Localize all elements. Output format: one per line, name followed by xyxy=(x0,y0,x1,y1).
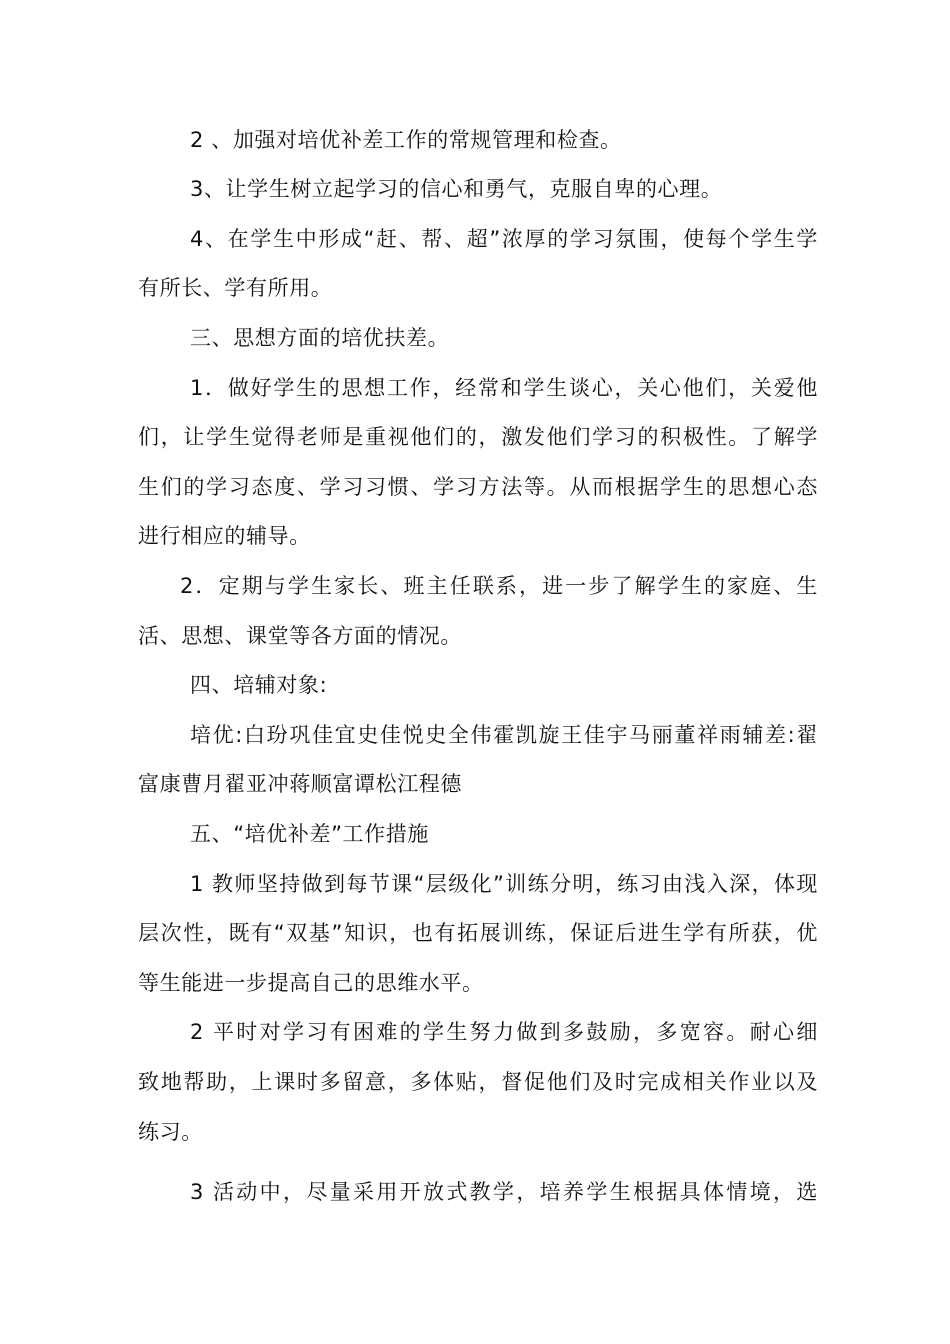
section-heading: 三、思想方面的培优扶差。 xyxy=(190,326,450,350)
paragraph-line: 进行相应的辅导。 xyxy=(138,524,311,548)
paragraph-line: 层次性，既有“双基”知识，也有拓展训练，保证后进生学有所获，优 xyxy=(138,921,818,945)
paragraph-line: 致地帮助，上课时多留意，多体贴，督促他们及时完成相关作业以及 xyxy=(138,1070,818,1094)
paragraph-line: 富康曹月翟亚冲蒋顺富谭松江程德 xyxy=(138,772,462,796)
paragraph-line: 有所长、学有所用。 xyxy=(138,276,333,300)
paragraph-line: 1．做好学生的思想工作，经常和学生谈心，关心他们，关爱他 xyxy=(190,376,818,400)
section-heading: 五、“培优补差”工作措施 xyxy=(190,822,429,846)
paragraph-line: 1 教师坚持做到每节课“层级化”训练分明，练习由浅入深，体现 xyxy=(190,872,818,896)
paragraph-line: 4、在学生中形成“赶、帮、超”浓厚的学习氛围，使每个学生学 xyxy=(190,227,818,251)
paragraph-line: 2 平时对学习有困难的学生努力做到多鼓励，多宽容。耐心细 xyxy=(190,1020,818,1044)
section-heading: 四、培辅对象: xyxy=(190,673,328,697)
paragraph-line: 活、思想、课堂等各方面的情况。 xyxy=(138,624,462,648)
paragraph-line: 3、让学生树立起学习的信心和勇气，克服自卑的心理。 xyxy=(190,177,723,201)
paragraph-line: 培优:白玢巩佳宜史佳悦史全伟霍凯旋王佳宇马丽董祥雨辅差:翟 xyxy=(190,723,818,747)
paragraph-line: 们，让学生觉得老师是重视他们的，激发他们学习的积极性。了解学 xyxy=(138,425,818,449)
paragraph-line: 2 、加强对培优补差工作的常规管理和检查。 xyxy=(190,128,622,152)
paragraph-line: 2．定期与学生家长、班主任联系，进一步了解学生的家庭、生 xyxy=(180,574,818,598)
paragraph-line: 练习。 xyxy=(138,1120,203,1144)
paragraph-line: 生们的学习态度、学习习惯、学习方法等。从而根据学生的思想心态 xyxy=(138,475,818,499)
paragraph-line: 等生能进一步提高自己的思维水平。 xyxy=(138,971,484,995)
paragraph-line: 3 活动中，尽量采用开放式教学，培养学生根据具体情境，选 xyxy=(190,1180,818,1204)
